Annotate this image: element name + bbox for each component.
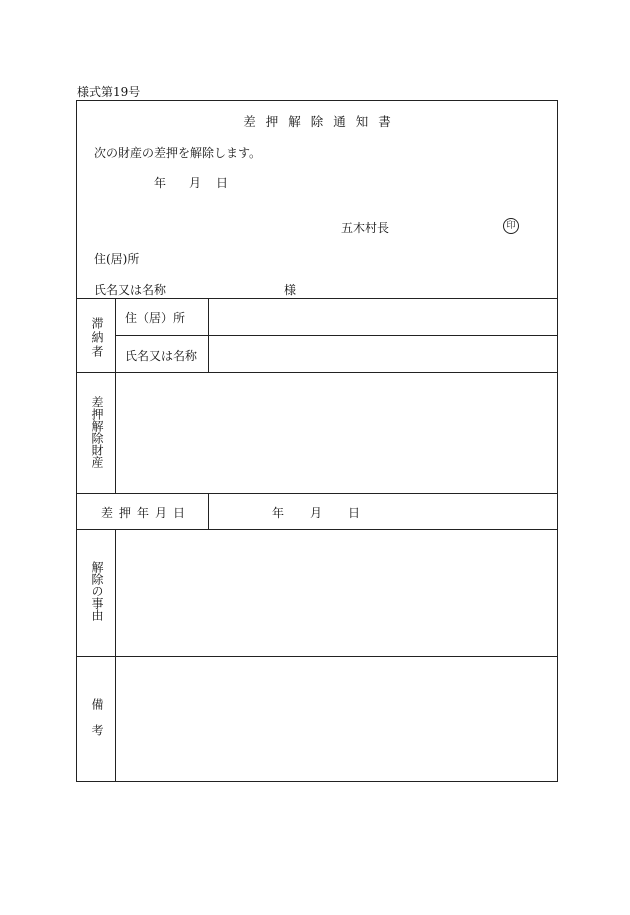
divider-line <box>77 493 557 494</box>
remarks-label: 備考 <box>90 698 104 750</box>
honorific: 様 <box>284 283 297 297</box>
form-title: 差押解除通知書 <box>243 114 401 129</box>
seizure-date-day: 日 <box>348 506 361 520</box>
issue-date <box>154 174 229 191</box>
delinquent-label: 滞納者 <box>90 317 104 359</box>
divider-line <box>208 298 209 372</box>
divider-line <box>77 372 557 373</box>
release-reason-label: 解除の事由 <box>90 561 104 621</box>
divider-line <box>115 335 557 336</box>
seizure-date-year: 年 <box>272 506 285 520</box>
divider-line <box>77 656 557 657</box>
issuer-title: 五木村長 <box>341 221 390 235</box>
seizure-date-label: 差押年月日 <box>101 506 192 520</box>
delinquent-name-label: 氏名又は名称 <box>125 349 198 363</box>
notice-text: 次の財産の差押を解除します。 <box>94 146 262 160</box>
recipient-name-label: 氏名又は名称 <box>94 283 167 297</box>
recipient-address-label: 住(居)所 <box>94 252 140 266</box>
issue-date-day: 日 <box>216 176 230 190</box>
released-property-label: 差押解除財産 <box>90 396 104 468</box>
form-number: 様式第19号 <box>77 85 141 99</box>
issue-date-month: 月 <box>189 176 203 190</box>
seal-mark: 印 <box>503 218 519 234</box>
seizure-date-month: 月 <box>310 506 323 520</box>
divider-line <box>77 529 557 530</box>
seizure-date-value <box>272 504 360 521</box>
issue-date-year: 年 <box>154 176 168 190</box>
divider-line <box>115 298 116 493</box>
notice-form <box>76 100 558 782</box>
divider-line <box>115 529 116 781</box>
divider-line <box>77 298 557 299</box>
delinquent-address-label: 住（居）所 <box>125 311 186 325</box>
divider-line <box>208 493 209 529</box>
